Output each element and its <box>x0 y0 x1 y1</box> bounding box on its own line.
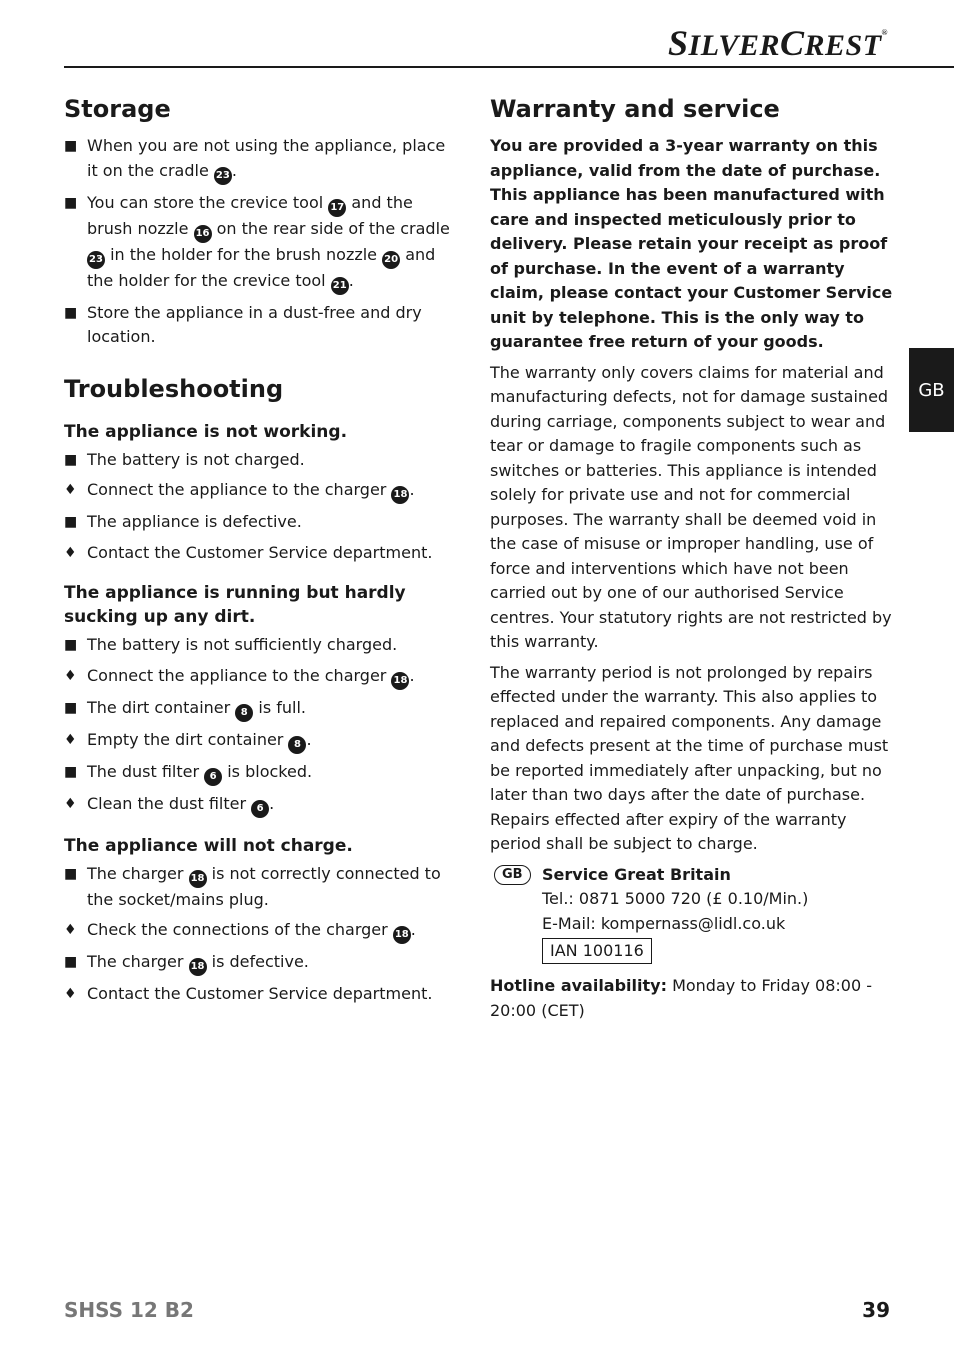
reference-number: 6 <box>204 768 222 786</box>
remedy-item <box>64 664 459 690</box>
item-text: . <box>410 920 416 939</box>
item-text: is blocked. <box>222 761 313 781</box>
list-item <box>64 760 459 786</box>
diamond-bullet-icon: ♦ <box>64 544 77 561</box>
list-item <box>64 448 459 473</box>
reference-number: 18 <box>189 870 207 888</box>
reference-number: 8 <box>288 736 306 754</box>
item-text: The appliance is defective. <box>87 512 302 531</box>
brand-logo: SILVERCREST® <box>668 23 888 63</box>
page-number: 39 <box>862 1298 890 1322</box>
warranty-title: Warranty and service <box>490 95 780 123</box>
list-item <box>64 134 459 185</box>
item-text: You can store the crevice tool <box>87 192 329 212</box>
hotline-label: Hotline availability: <box>490 976 667 995</box>
item-text: The charger <box>87 863 189 883</box>
service-email: E-Mail: kompernass@lidl.co.uk <box>542 913 786 933</box>
storage-section <box>64 92 459 350</box>
service-tel: Tel.: 0871 5000 720 (£ 0.10/Min.) <box>542 889 809 908</box>
list-item <box>64 191 459 295</box>
service-block <box>490 863 900 965</box>
diamond-bullet-icon: ♦ <box>64 922 77 938</box>
item-text: Connect the appliance to the charger <box>87 480 392 499</box>
square-bullet-icon: ■ <box>64 514 78 530</box>
square-bullet-icon: ■ <box>64 138 78 154</box>
square-bullet-icon: ■ <box>64 637 78 653</box>
list-item <box>64 633 459 658</box>
item-text: in the holder for the brush nozzle <box>105 244 383 264</box>
remedy-item <box>64 728 459 754</box>
problem-heading: The appliance is not working. <box>64 421 348 442</box>
language-tab: GB <box>909 348 954 432</box>
item-text: is not correctly connected to the socket/mains plug. <box>87 863 441 909</box>
item-text: . <box>231 160 237 180</box>
warranty-intro: You are provided a 3-year warranty on this appliance, valid from the date of purchase. This appliance has been manufactured with care and inspected meticulously prior to delivery. Please retain your receipt as proof of purchase. In the event of a warranty claim, please contact your Customer Service unit by telephone. This is the only way to guarantee free return of your goods. <box>490 136 893 351</box>
square-bullet-icon: ■ <box>64 194 78 211</box>
item-text: The dirt container <box>87 697 236 717</box>
item-text: . <box>269 793 275 813</box>
diamond-bullet-icon: ♦ <box>64 986 77 1002</box>
reference-number: 16 <box>194 225 212 243</box>
reference-number: 23 <box>214 167 232 185</box>
warranty-paragraph-1: The warranty only covers claims for material and manufacturing defects, not for damage sustained during carriage, components subject to wear and tear or damage to fragile components such as switches or batteries. This appliance is intended solely for private use and not for commercial purposes. The warranty shall be deemed void in the case of misuse or improper handling, use of force and interventions which have not been carried out by one of our authorised Service centres. Your statutory rights are not restricted by this warranty. <box>490 362 892 651</box>
diamond-bullet-icon: ♦ <box>64 482 77 498</box>
problem-block <box>64 834 459 1007</box>
reference-number: 23 <box>87 251 105 269</box>
remedy-item <box>64 918 459 944</box>
footer-model: SHSS 12 B2 <box>64 1298 194 1322</box>
item-text: Contact the Customer Service department. <box>87 542 433 562</box>
item-text: and the holder for the crevice tool <box>87 244 436 290</box>
item-text: Check the connections of the charger <box>87 920 393 939</box>
hotline-text: Monday to Friday 08:00 - 20:00 (CET) <box>490 976 873 1020</box>
item-text: When you are not using the appliance, place it on the cradle <box>87 136 446 180</box>
reference-number: 18 <box>391 672 409 690</box>
reference-number: 6 <box>251 800 269 818</box>
diamond-bullet-icon: ♦ <box>64 795 77 812</box>
problem-block <box>64 420 459 566</box>
list-item <box>64 862 459 913</box>
item-text: Clean the dust filter <box>87 793 252 813</box>
list-item <box>64 950 459 976</box>
item-text: Connect the appliance to the charger <box>87 665 392 685</box>
square-bullet-icon: ■ <box>64 451 78 468</box>
item-text: Empty the dirt container <box>87 729 289 749</box>
item-text: The battery is not sufficiently charged. <box>87 635 398 654</box>
list-item <box>64 301 459 350</box>
storage-list <box>64 134 459 350</box>
hotline <box>490 974 900 1023</box>
remedy-item <box>64 478 459 504</box>
left-column <box>64 92 459 1029</box>
reference-number: 18 <box>393 926 411 944</box>
item-text: The dust filter <box>87 761 205 781</box>
item-text: Contact the Customer Service department. <box>87 984 433 1003</box>
problem-block <box>64 581 459 818</box>
reference-number: 21 <box>331 277 349 295</box>
diamond-bullet-icon: ♦ <box>64 667 77 684</box>
list-item <box>64 510 459 535</box>
ian-box: IAN 100116 <box>542 938 652 964</box>
item-text: Store the appliance in a dust-free and dry location. <box>87 302 422 346</box>
item-text: The battery is not charged. <box>87 449 305 469</box>
troubleshooting-title: Troubleshooting <box>64 374 284 403</box>
remedy-item <box>64 541 459 566</box>
header-rule <box>64 66 954 68</box>
right-column <box>490 92 900 1023</box>
list-item <box>64 696 459 722</box>
item-text: . <box>409 665 415 685</box>
item-text: . <box>409 480 415 499</box>
service-name: Service Great Britain <box>542 864 731 884</box>
reference-number: 20 <box>382 251 400 269</box>
problem-heading: The appliance will not charge. <box>64 835 353 856</box>
problem-heading: The appliance is running but hardly sucking up any dirt. <box>64 583 406 627</box>
remedy-item <box>64 982 459 1007</box>
warranty-paragraph-2: The warranty period is not prolonged by repairs effected under the warranty. This also applies to replaced and repaired components. Any damage and defects present at the time of purchase must be reported immediately after unpacking, but no later than two days after the date of purchase. Repairs effected after expiry of the warranty period shall be subject to charge. <box>490 662 889 853</box>
square-bullet-icon: ■ <box>64 865 78 882</box>
square-bullet-icon: ■ <box>64 954 78 970</box>
item-text: . <box>306 729 312 749</box>
square-bullet-icon: ■ <box>64 763 78 780</box>
item-text: and the brush nozzle <box>87 192 413 238</box>
item-text: on the rear side of the cradle <box>211 218 450 238</box>
item-text: is full. <box>253 697 306 717</box>
reference-number: 18 <box>189 958 207 976</box>
remedy-item <box>64 792 459 818</box>
troubleshooting-section <box>64 372 459 1007</box>
item-text: The charger <box>87 952 189 971</box>
diamond-bullet-icon: ♦ <box>64 731 77 748</box>
item-text: is defective. <box>206 952 309 971</box>
square-bullet-icon: ■ <box>64 699 78 716</box>
reference-number: 18 <box>391 486 409 504</box>
storage-title: Storage <box>64 95 171 123</box>
gb-badge: GB <box>494 865 531 885</box>
square-bullet-icon: ■ <box>64 304 78 321</box>
troubleshooting-list <box>64 420 459 1007</box>
reference-number: 17 <box>328 199 346 217</box>
reference-number: 8 <box>235 704 253 722</box>
item-text: . <box>348 270 354 290</box>
